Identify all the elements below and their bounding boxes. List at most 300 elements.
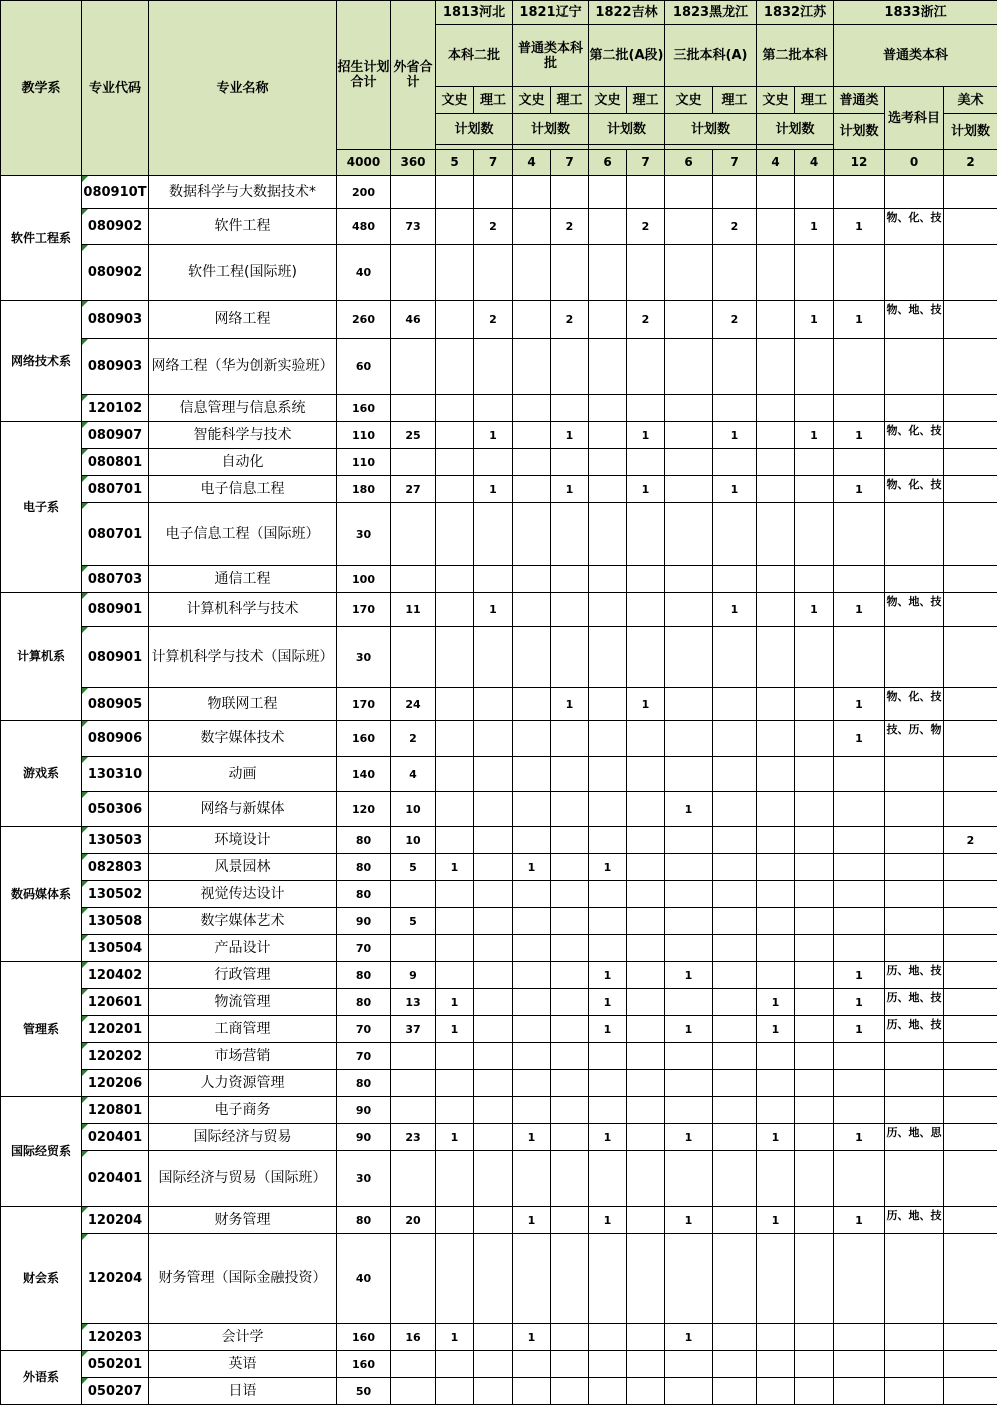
province-plan-cell <box>436 1097 474 1124</box>
province-plan-cell <box>627 1151 665 1207</box>
table-row <box>1 935 997 962</box>
header-batch-heilongjiang: 三批本科(A) <box>665 25 757 87</box>
major-code: 120203 <box>82 1324 149 1351</box>
province-plan-cell <box>627 245 665 301</box>
province-plan-cell <box>627 757 665 792</box>
art-plan-cell <box>944 339 997 395</box>
province-plan-cell <box>627 1124 665 1151</box>
major-code: 020401 <box>82 1124 149 1151</box>
total-cell: 12 <box>834 150 885 176</box>
dept-name: 软件工程系 <box>1 176 82 301</box>
province-plan-cell <box>713 503 757 566</box>
province-plan-cell <box>665 449 713 476</box>
art-plan-cell <box>944 245 997 301</box>
major-code: 120204 <box>82 1207 149 1234</box>
province-plan-cell <box>665 209 713 245</box>
major-code: 130310 <box>82 757 149 792</box>
elective-subjects: 物、化、技 <box>885 476 944 503</box>
province-plan-cell: 2 <box>551 301 589 339</box>
elective-subjects: 历、地、技 <box>885 962 944 989</box>
dept-name: 管理系 <box>1 962 82 1097</box>
elective-subjects <box>885 245 944 301</box>
province-plan-cell: 1 <box>436 1324 474 1351</box>
province-plan-cell <box>551 908 589 935</box>
province-plan-cell <box>713 721 757 757</box>
province-plan-cell <box>757 908 795 935</box>
major-code: 050306 <box>82 792 149 827</box>
province-plan-cell <box>436 827 474 854</box>
header-province-zhejiang: 1833浙江 <box>834 1 997 25</box>
province-plan-cell <box>589 1324 627 1351</box>
table-row <box>1 1070 997 1097</box>
elective-subjects <box>885 935 944 962</box>
art-plan-cell <box>944 908 997 935</box>
province-plan-cell <box>665 989 713 1016</box>
art-plan-cell <box>944 1207 997 1234</box>
province-plan-cell <box>474 566 513 593</box>
province-plan-cell <box>834 449 885 476</box>
province-plan-cell <box>665 757 713 792</box>
province-plan-cell <box>551 593 589 627</box>
plan-total: 170 <box>337 593 391 627</box>
outside-total <box>391 1043 436 1070</box>
province-plan-cell <box>474 449 513 476</box>
province-plan-cell <box>834 908 885 935</box>
table-row <box>1 881 997 908</box>
header-batch-hebei: 本科二批 <box>436 25 513 87</box>
province-plan-cell <box>474 827 513 854</box>
province-plan-cell <box>589 1234 627 1324</box>
outside-total: 13 <box>391 989 436 1016</box>
major-name: 国际经济与贸易 <box>149 1124 337 1151</box>
province-plan-cell <box>436 792 474 827</box>
province-plan-cell <box>795 1070 834 1097</box>
total-cell: 4 <box>795 150 834 176</box>
province-plan-cell <box>589 827 627 854</box>
province-plan-cell <box>757 566 795 593</box>
major-code: 080907 <box>82 422 149 449</box>
province-plan-cell <box>834 566 885 593</box>
province-plan-cell <box>551 854 589 881</box>
elective-subjects: 物、化、技 <box>885 422 944 449</box>
plan-total: 50 <box>337 1378 391 1405</box>
province-plan-cell <box>834 1378 885 1405</box>
major-name: 网络工程 <box>149 301 337 339</box>
province-plan-cell <box>513 209 551 245</box>
art-plan-cell <box>944 1324 997 1351</box>
province-plan-cell <box>513 176 551 209</box>
elective-subjects: 技、历、物 <box>885 721 944 757</box>
art-plan-cell <box>944 1016 997 1043</box>
province-plan-cell <box>757 854 795 881</box>
province-plan-cell <box>795 1234 834 1324</box>
table-row <box>1 989 997 1016</box>
plan-total: 30 <box>337 503 391 566</box>
art-plan-cell <box>944 503 997 566</box>
province-plan-cell <box>713 1351 757 1378</box>
province-plan-cell: 1 <box>795 301 834 339</box>
major-code: 080701 <box>82 503 149 566</box>
plan-total: 40 <box>337 245 391 301</box>
major-code: 080906 <box>82 721 149 757</box>
province-plan-cell <box>627 1207 665 1234</box>
province-plan-cell <box>627 1016 665 1043</box>
province-plan-cell <box>513 721 551 757</box>
plan-total: 70 <box>337 1043 391 1070</box>
province-plan-cell <box>665 908 713 935</box>
table-row <box>1 503 997 566</box>
major-name: 数字媒体艺术 <box>149 908 337 935</box>
province-plan-cell: 1 <box>757 989 795 1016</box>
province-plan-cell <box>551 627 589 688</box>
province-plan-cell: 1 <box>665 1207 713 1234</box>
province-plan-cell <box>757 301 795 339</box>
province-plan-cell <box>436 1351 474 1378</box>
header-ligong: 理工 <box>713 87 757 114</box>
province-plan-cell <box>795 721 834 757</box>
plan-total: 260 <box>337 301 391 339</box>
plan-total: 90 <box>337 1124 391 1151</box>
plan-total: 80 <box>337 1070 391 1097</box>
major-name: 软件工程(国际班) <box>149 245 337 301</box>
table-row <box>1 1151 997 1207</box>
plan-total: 70 <box>337 1016 391 1043</box>
major-code: 080902 <box>82 245 149 301</box>
province-plan-cell <box>474 935 513 962</box>
table-row <box>1 627 997 688</box>
art-plan-cell <box>944 1070 997 1097</box>
province-plan-cell <box>757 1351 795 1378</box>
province-plan-cell <box>551 449 589 476</box>
dept-name: 游戏系 <box>1 721 82 827</box>
province-plan-cell: 1 <box>713 422 757 449</box>
dept-name: 国际经贸系 <box>1 1097 82 1207</box>
major-code: 120601 <box>82 989 149 1016</box>
province-plan-cell <box>713 935 757 962</box>
province-plan-cell <box>474 1097 513 1124</box>
province-plan-cell <box>474 1124 513 1151</box>
major-name: 产品设计 <box>149 935 337 962</box>
province-plan-cell <box>513 395 551 422</box>
table-row <box>1 176 997 209</box>
table-row <box>1 1124 997 1151</box>
province-plan-cell <box>513 792 551 827</box>
header-wenshi: 文史 <box>589 87 627 114</box>
header-batch-jilin: 第二批(A段) <box>589 25 665 87</box>
plan-total: 80 <box>337 962 391 989</box>
province-plan-cell: 1 <box>627 688 665 721</box>
major-name: 通信工程 <box>149 566 337 593</box>
major-name: 信息管理与信息系统 <box>149 395 337 422</box>
header-jihuashu: 计划数 <box>436 114 513 145</box>
province-plan-cell: 1 <box>795 422 834 449</box>
plan-total: 30 <box>337 627 391 688</box>
header-outside: 外省合计 <box>391 1 436 150</box>
province-plan-cell <box>795 245 834 301</box>
province-plan-cell <box>474 757 513 792</box>
province-plan-cell: 1 <box>834 962 885 989</box>
table-row <box>1 854 997 881</box>
plan-total: 170 <box>337 688 391 721</box>
table-row <box>1 792 997 827</box>
table-row <box>1 757 997 792</box>
plan-total: 70 <box>337 935 391 962</box>
province-plan-cell: 1 <box>834 301 885 339</box>
province-plan-cell: 1 <box>665 1124 713 1151</box>
major-name: 动画 <box>149 757 337 792</box>
province-plan-cell <box>436 476 474 503</box>
outside-total: 10 <box>391 827 436 854</box>
header-ligong: 理工 <box>795 87 834 114</box>
art-plan-cell <box>944 1234 997 1324</box>
province-plan-cell <box>436 935 474 962</box>
province-plan-cell <box>436 688 474 721</box>
province-plan-cell <box>551 1234 589 1324</box>
major-code: 080901 <box>82 593 149 627</box>
major-name: 计算机科学与技术（国际班） <box>149 627 337 688</box>
elective-subjects: 物、化、技 <box>885 688 944 721</box>
elective-subjects <box>885 1351 944 1378</box>
major-code: 120102 <box>82 395 149 422</box>
elective-subjects: 历、地、思 <box>885 1124 944 1151</box>
outside-total <box>391 1070 436 1097</box>
province-plan-cell <box>589 593 627 627</box>
province-plan-cell <box>474 1070 513 1097</box>
province-plan-cell: 1 <box>436 854 474 881</box>
art-plan-cell <box>944 593 997 627</box>
major-name: 网络工程（华为创新实验班） <box>149 339 337 395</box>
province-plan-cell <box>834 1351 885 1378</box>
province-plan-cell <box>589 1351 627 1378</box>
major-name: 人力资源管理 <box>149 1070 337 1097</box>
outside-total: 10 <box>391 792 436 827</box>
province-plan-cell <box>589 1151 627 1207</box>
province-plan-cell <box>589 881 627 908</box>
header-wenshi: 文史 <box>513 87 551 114</box>
total-cell: 5 <box>436 150 474 176</box>
province-plan-cell <box>436 627 474 688</box>
province-plan-cell <box>665 627 713 688</box>
province-plan-cell: 1 <box>627 422 665 449</box>
province-plan-cell <box>757 476 795 503</box>
province-plan-cell <box>757 962 795 989</box>
total-cell: 7 <box>627 150 665 176</box>
province-plan-cell <box>795 566 834 593</box>
outside-total: 4 <box>391 757 436 792</box>
province-plan-cell <box>713 1234 757 1324</box>
outside-total: 5 <box>391 854 436 881</box>
header-jihuashu: 计划数 <box>834 114 885 150</box>
province-plan-cell <box>474 176 513 209</box>
province-plan-cell <box>551 1070 589 1097</box>
header-xuankao: 选考科目 <box>885 87 944 150</box>
province-plan-cell <box>436 593 474 627</box>
province-plan-cell <box>757 176 795 209</box>
province-plan-cell <box>474 627 513 688</box>
province-plan-cell <box>795 792 834 827</box>
header-batch-jiangsu: 第二批本科 <box>757 25 834 87</box>
table-row <box>1 1234 997 1324</box>
art-plan-cell <box>944 301 997 339</box>
province-plan-cell <box>757 757 795 792</box>
outside-total: 16 <box>391 1324 436 1351</box>
province-plan-cell <box>665 1234 713 1324</box>
province-plan-cell <box>551 1378 589 1405</box>
major-code: 130503 <box>82 827 149 854</box>
province-plan-cell <box>713 1124 757 1151</box>
province-plan-cell <box>795 827 834 854</box>
major-code: 120201 <box>82 1016 149 1043</box>
province-plan-cell <box>713 881 757 908</box>
province-plan-cell <box>474 1378 513 1405</box>
province-plan-cell <box>589 935 627 962</box>
province-plan-cell: 1 <box>513 1124 551 1151</box>
total-cell: 360 <box>391 150 436 176</box>
plan-total: 30 <box>337 1151 391 1207</box>
outside-total: 73 <box>391 209 436 245</box>
province-plan-cell <box>436 422 474 449</box>
province-plan-cell <box>627 1351 665 1378</box>
province-plan-cell <box>665 935 713 962</box>
province-plan-cell: 1 <box>436 1016 474 1043</box>
province-plan-cell <box>513 245 551 301</box>
total-cell: 6 <box>589 150 627 176</box>
province-plan-cell <box>589 245 627 301</box>
elective-subjects <box>885 566 944 593</box>
art-plan-cell <box>944 989 997 1016</box>
province-plan-cell <box>665 854 713 881</box>
province-plan-cell: 1 <box>795 593 834 627</box>
art-plan-cell <box>944 476 997 503</box>
province-plan-cell: 1 <box>834 422 885 449</box>
elective-subjects <box>885 792 944 827</box>
province-plan-cell <box>627 1043 665 1070</box>
province-plan-cell <box>513 1016 551 1043</box>
province-plan-cell <box>795 476 834 503</box>
outside-total: 5 <box>391 908 436 935</box>
major-name: 工商管理 <box>149 1016 337 1043</box>
province-plan-cell <box>834 503 885 566</box>
province-plan-cell <box>436 449 474 476</box>
province-plan-cell: 1 <box>665 962 713 989</box>
header-dept: 教学系 <box>1 1 82 176</box>
major-name: 环境设计 <box>149 827 337 854</box>
major-name: 财务管理 <box>149 1207 337 1234</box>
province-plan-cell <box>474 1043 513 1070</box>
outside-total <box>391 627 436 688</box>
province-plan-cell <box>589 1070 627 1097</box>
province-plan-cell: 1 <box>551 476 589 503</box>
province-plan-cell <box>834 245 885 301</box>
outside-total <box>391 1351 436 1378</box>
province-plan-cell: 2 <box>713 301 757 339</box>
outside-total <box>391 881 436 908</box>
province-plan-cell <box>665 245 713 301</box>
province-plan-cell <box>551 1324 589 1351</box>
province-plan-cell <box>795 339 834 395</box>
table-row <box>1 721 997 757</box>
province-plan-cell <box>551 339 589 395</box>
art-plan-cell <box>944 627 997 688</box>
table-row <box>1 827 997 854</box>
province-plan-cell <box>834 757 885 792</box>
province-plan-cell <box>795 503 834 566</box>
major-name: 数字媒体技术 <box>149 721 337 757</box>
major-name: 风景园林 <box>149 854 337 881</box>
province-plan-cell <box>665 688 713 721</box>
province-plan-cell <box>713 962 757 989</box>
province-plan-cell <box>627 827 665 854</box>
province-plan-cell: 1 <box>436 1124 474 1151</box>
header-total: 招生计划合计 <box>337 1 391 150</box>
province-plan-cell <box>665 176 713 209</box>
province-plan-cell <box>795 1016 834 1043</box>
elective-subjects <box>885 1324 944 1351</box>
province-plan-cell <box>513 566 551 593</box>
major-code: 080703 <box>82 566 149 593</box>
outside-total <box>391 449 436 476</box>
province-plan-cell <box>665 1151 713 1207</box>
province-plan-cell <box>513 422 551 449</box>
province-plan-cell <box>834 395 885 422</box>
province-plan-cell <box>589 503 627 566</box>
plan-total: 480 <box>337 209 391 245</box>
major-code: 080801 <box>82 449 149 476</box>
province-plan-cell <box>436 209 474 245</box>
outside-total: 25 <box>391 422 436 449</box>
province-plan-cell <box>474 1207 513 1234</box>
header-code: 专业代码 <box>82 1 149 176</box>
plan-total: 160 <box>337 1324 391 1351</box>
province-plan-cell <box>713 449 757 476</box>
province-plan-cell <box>757 395 795 422</box>
province-plan-cell <box>589 757 627 792</box>
province-plan-cell <box>513 339 551 395</box>
province-plan-cell <box>713 1016 757 1043</box>
outside-total: 24 <box>391 688 436 721</box>
table-row <box>1 566 997 593</box>
dept-name: 电子系 <box>1 422 82 593</box>
province-plan-cell <box>795 1097 834 1124</box>
province-plan-cell: 1 <box>627 476 665 503</box>
province-plan-cell <box>834 1097 885 1124</box>
province-plan-cell <box>757 721 795 757</box>
total-cell: 4000 <box>337 150 391 176</box>
table-row <box>1 1207 997 1234</box>
header-province-jiangsu: 1832江苏 <box>757 1 834 25</box>
major-name: 自动化 <box>149 449 337 476</box>
dept-name: 外语系 <box>1 1351 82 1405</box>
province-plan-cell: 1 <box>713 476 757 503</box>
elective-subjects <box>885 1151 944 1207</box>
table-row <box>1 449 997 476</box>
province-plan-cell <box>589 449 627 476</box>
art-plan-cell <box>944 1151 997 1207</box>
province-plan-cell <box>834 1043 885 1070</box>
table-row <box>1 593 997 627</box>
province-plan-cell <box>551 176 589 209</box>
province-plan-cell <box>474 881 513 908</box>
major-code: 080701 <box>82 476 149 503</box>
province-plan-cell <box>665 566 713 593</box>
province-plan-cell <box>795 1351 834 1378</box>
outside-total: 11 <box>391 593 436 627</box>
major-code: 120402 <box>82 962 149 989</box>
province-plan-cell: 1 <box>834 1016 885 1043</box>
province-plan-cell <box>551 566 589 593</box>
province-plan-cell: 1 <box>713 593 757 627</box>
province-plan-cell: 1 <box>474 476 513 503</box>
